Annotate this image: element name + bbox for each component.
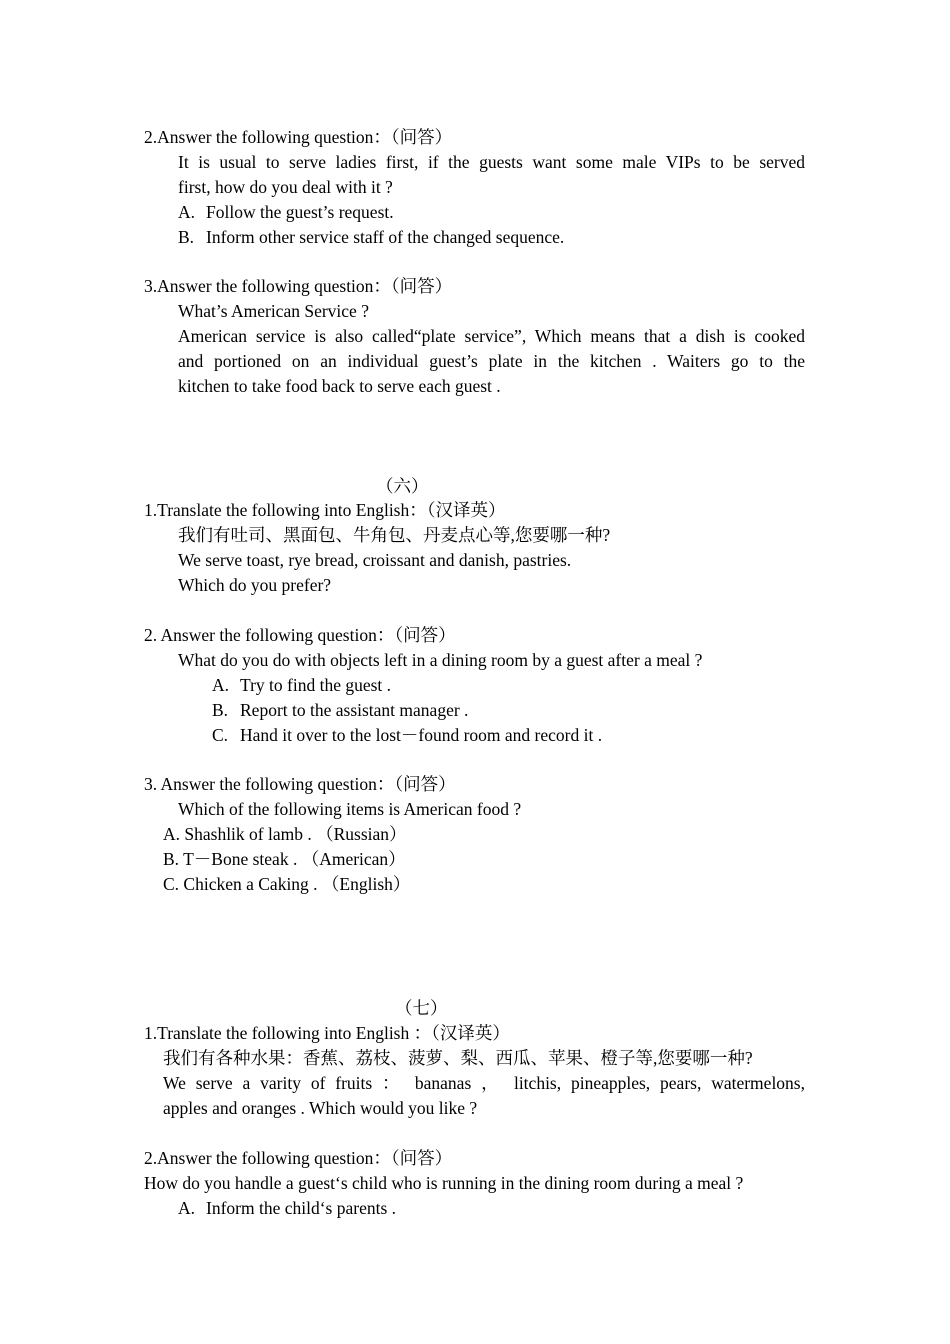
option-letter: C. [212, 725, 229, 745]
answer-option [178, 200, 394, 225]
section-title: （七） [395, 998, 448, 1018]
question-text: Which of the following items is American food ? [178, 799, 522, 819]
section-title: （六） [376, 476, 429, 496]
answer-option [212, 723, 602, 748]
answer-option [178, 1196, 396, 1221]
answer-option [212, 673, 391, 698]
chinese-text: 我们有吐司、黑面包、牛角包、丹麦点心等,您要哪一种? [178, 525, 611, 545]
question-heading: 2.Answer the following question：（问答） [144, 127, 453, 147]
answer-text: kitchen to take food back to serve each guest . [178, 376, 501, 396]
option-text: Inform other service staff of the changed sequence. [206, 227, 565, 247]
option-letter: A. [178, 1198, 196, 1218]
question-heading: 2.Answer the following question：（问答） [144, 1148, 453, 1168]
option-text: Hand it over to the lost－found room and record it . [240, 725, 603, 745]
question-text: What do you do with objects left in a dining room by a guest after a meal ? [178, 650, 703, 670]
option-text: Inform the child‘s parents . [206, 1198, 397, 1218]
question-text: What’s American Service ? [178, 301, 369, 321]
answer-option [178, 225, 564, 250]
answer-option [212, 698, 468, 723]
english-text: Which do you prefer? [178, 575, 332, 595]
option-text: Try to find the guest . [240, 675, 392, 695]
question-heading: 1.Translate the following into English ：（汉译英） [144, 1023, 510, 1043]
option-letter: B. [178, 227, 195, 247]
option-letter: B. [212, 700, 229, 720]
question-heading: 3.Answer the following question：（问答） [144, 276, 453, 296]
question-text: It is usual to serve ladies first, if the guests want some male VIPs to be served [178, 152, 805, 172]
option-text: Report to the assistant manager . [240, 700, 469, 720]
option-letter: A. [178, 202, 196, 222]
question-heading: 2. Answer the following question：（问答） [144, 625, 456, 645]
question-heading: 1.Translate the following into English：（汉译英） [144, 500, 506, 520]
english-text: apples and oranges . Which would you like ? [163, 1098, 478, 1118]
answer-text: American service is also called“plate service”, Which means that a dish is cooked [178, 326, 805, 346]
question-text: How do you handle a guest‘s child who is running in the dining room during a meal ? [144, 1173, 744, 1193]
question-heading: 3. Answer the following question：（问答） [144, 774, 456, 794]
answer-option: A. Shashlik of lamb . （Russian） [163, 824, 407, 844]
option-letter: A. [212, 675, 230, 695]
english-text: We serve a varity of fruits ： bananas ， litchis, pineapples, pears, watermelons, [163, 1073, 805, 1093]
chinese-text: 我们有各种水果：香蕉、荔枝、菠萝、梨、西瓜、苹果、橙子等,您要哪一种? [163, 1048, 753, 1068]
answer-text: and portioned on an individual guest’s plate in the kitchen . Waiters go to the [178, 351, 805, 371]
question-text: first, how do you deal with it ? [178, 177, 393, 197]
answer-option: C. Chicken a Caking . （English） [163, 874, 411, 894]
answer-option: B. T－Bone steak . （American） [163, 849, 406, 869]
english-text: We serve toast, rye bread, croissant and danish, pastries. [178, 550, 572, 570]
option-text: Follow the guest’s request. [206, 202, 394, 222]
